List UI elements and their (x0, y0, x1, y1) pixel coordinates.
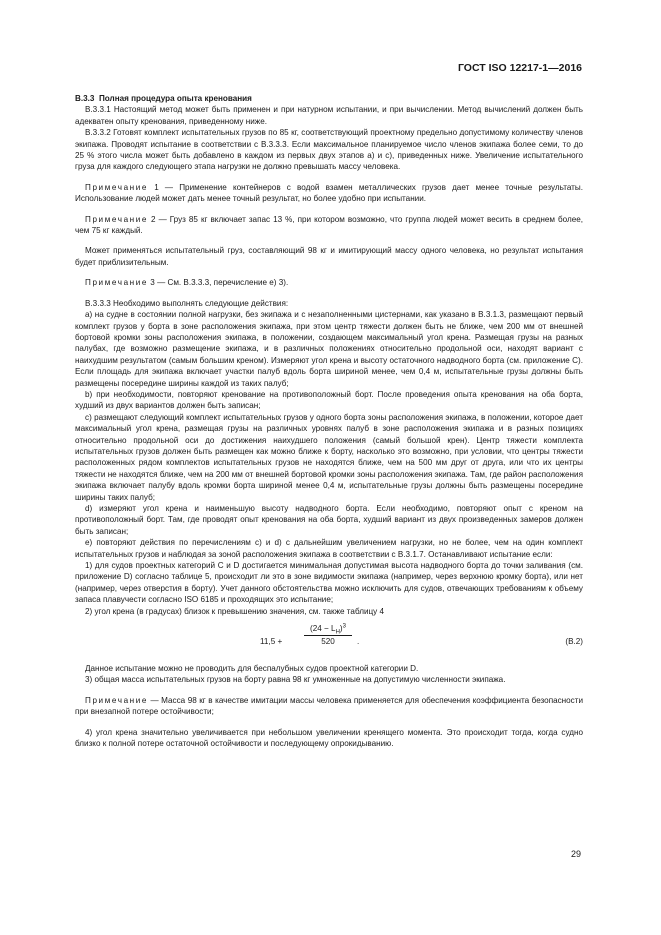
list-item-b: b) при необходимости, повторяют кренование на противоположный борт. После проведения опыта кренования на оба борта, худший из двух вариантов должен быть записан; (75, 389, 583, 411)
formula-fraction (304, 623, 352, 648)
section-title: Полная процедура опыта кренования (98, 94, 252, 103)
list-item-e3: 3) общая масса испытательных грузов на борту равна 98 кг умноженные на допустимую численности экипажа. (85, 675, 506, 685)
note-label: Примечание (85, 278, 149, 288)
document-code: ГОСТ ISO 12217-1—2016 (457, 62, 582, 74)
paragraph-b332: B.3.3.2 Готовят комплект испытательных грузов по 85 кг, соответствующий проектному предельно допустимому количеству членов экипажа. Проводят испытание в соответствии с B.3.3.3. Если максимальное планируемое число членов экипажа более семи, то до 25 % этого числа может быть добавлено в каждом из первых двух этапов а) и с), приведенных ниже. Увеличение испытательного груза для каждого следующего этапа нагрузки не должно превышать массу человека. (75, 128, 583, 172)
note-text: 2 — Груз 85 кг включает запас 13 %, при котором возможно, что группа людей может весить в среднем более, чем 75 кг каждый. (75, 214, 583, 236)
note-text: 3 — См. B.3.3.3, перечисление е) 3). (150, 278, 289, 288)
formula-b2 (75, 623, 583, 659)
note-4 (75, 695, 583, 718)
page-number: 29 (570, 849, 581, 859)
formula-number: (B.2) (565, 637, 583, 647)
note-label: Примечание (85, 182, 149, 192)
note-label: Примечание (85, 214, 149, 224)
paragraph-98kg: Может применяться испытательный груз, составляющий 98 кг и имитирующий массу одного человека, но результат испытания будет приблизительным. (75, 246, 583, 267)
note-2 (75, 214, 583, 237)
paragraph-b331: B.3.3.1 Настоящий метод может быть применен и при натурном испытании, и при вычислении. Метод вычислений должен быть адекватен опыту кренования, приведенному ниже. (75, 105, 583, 126)
list-item-e4: 4) угол крена значительно увеличивается при небольшом увеличении кренящего момента. Это происходит тогда, когда судно близко к полной потере остаточной остойчивости и последующему опрокидыванию. (75, 727, 583, 749)
note-text: — Масса 98 кг в качестве имитации массы человека применяется для обеспечения коэффициента безопасности при внезапной потере остойчивости; (75, 695, 583, 717)
formula-numerator: $(24 - L_H)^3$ (304, 623, 352, 636)
paragraph-b333: B.3.3.3 Необходимо выполнять следующие действия: (85, 298, 289, 308)
page-body (75, 93, 583, 750)
section-heading (75, 93, 583, 104)
note-1 (75, 182, 583, 205)
list-item-e2: 2) угол крена (в градусах) близок к превышению значения, см. также таблицу 4 (85, 606, 385, 616)
list-item-d: d) измеряют угол крена и наименьшую высоту надводного борта. Если необходимо, повторяют опыт с креном на противоположный борт. Там, где проводят опыт кренования на оба борта, худший вариант из двух произведенных замеров должен быть записан; (75, 504, 583, 536)
note-label: Примечание (85, 695, 149, 705)
formula-lhs: 11,5 + (260, 637, 283, 647)
paragraph-after-formula: Данное испытание можно не проводить для беспалубных судов проектной категории D. (85, 664, 419, 674)
formula-tail: . (357, 637, 360, 647)
section-number: B.3.3 (75, 94, 95, 103)
list-item-e: е) повторяют действия по перечислениям с) и d) с дальнейшим увеличением нагрузки, но не более, чем на один комплект испытательных грузов и наблюдая за зоной расположения экипажа в соответствии с B.3.1.7. Останавливают испытание если: (75, 538, 583, 559)
list-item-c: с) размещают следующий комплект испытательных грузов у одного борта зоны расположения экипажа, в положении, которое дает максимальный угол крена, размещая грузы на различных уровнях палуб в зоне расположения экипажа и в разных позициях относительно продольной оси до достижения наихудшего положения (самый большой крен). Центр тяжести комплекта испытательных грузов должен быть размещен как можно ближе к борту, насколько это возможно, при условии, что центры тяжести расположенных рядом комплектов испытательных грузов не находятся ближе, чем на 500 мм друг от друга, или что их центры тяжести не находятся ближе, чем на 200 мм от внешней бортовой кромки зоны расположения экипажа. Там, где район расположения экипажа включает палубу вдоль кромки борта шириной менее 0,4 м, испытательные грузы должны быть размещены посередине ширины таких палуб; (75, 412, 583, 502)
list-item-a: а) на судне в состоянии полной нагрузки, без экипажа и с незаполненными цистернами, как указано в B.3.1.3, размещают первый комплект грузов у борта в зоне расположения экипажа, при этом центр тяжести должен быть не ближе, чем 200 мм от внешней бортовой кромки зоны расположения экипажа, в положении, создающем максимальный угол крена. Размещая грузы на разных палубах, где возможно размещение экипажа, и в различных положениях относительно продольной оси, находят вариант с наихудшим результатом (самым большим креном). Измеряют угол крена и высоту остаточного надводного борта (см. приложение С). Если площадь для экипажа включает участки палуб вдоль борта шириной менее, чем 0,4 м, испытательные грузы должны быть размещены посередине ширины каждой из таких палуб; (75, 310, 583, 388)
note-3 (75, 277, 583, 288)
formula-denominator: 520 (321, 637, 335, 647)
list-item-e1: 1) для судов проектных категорий С и D достигается минимальная допустимая высота надводного борта до точки заливания (см. приложение D) согласно таблице 5, происходит ли это в зоне видимости экипажа (например, через верхнюю кромку борта), или нет (например, через отверстия в борту). Учет данного обстоятельства можно исключить для судов, отвечающих требованиям к объему запаса плавучести согласно ISO 6185 и проходящих это испытание; (75, 561, 583, 605)
note-text: 1 — Применение контейнеров с водой взамен металлических грузов дает менее точные результаты. Использование людей может дать менее точный результат, но более удобно при испытании. (75, 182, 583, 204)
